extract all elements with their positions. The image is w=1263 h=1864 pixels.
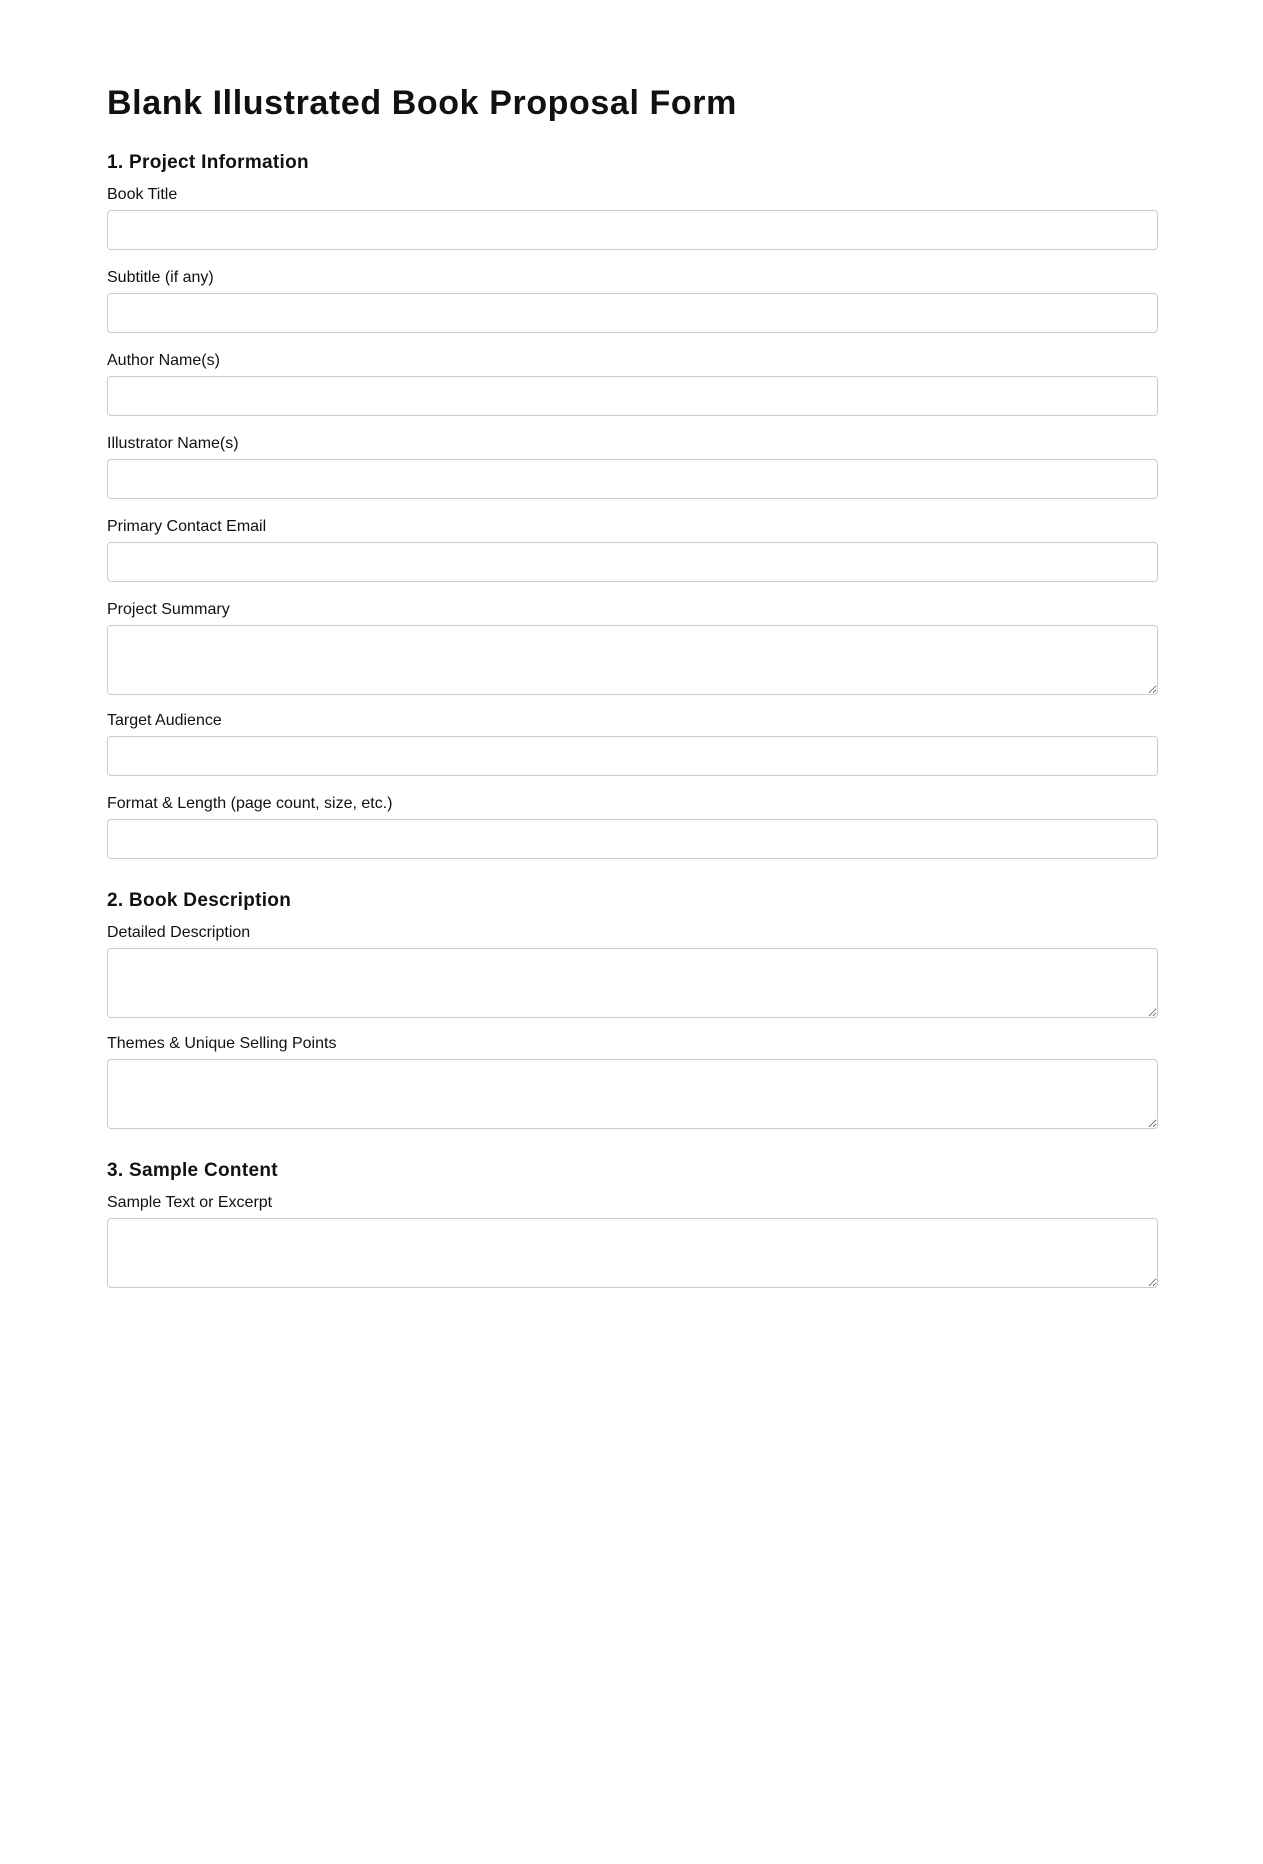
section-heading: 3. Sample Content xyxy=(107,1160,278,1181)
detailed-description-textarea[interactable] xyxy=(107,948,1158,1018)
project-summary-textarea[interactable] xyxy=(107,625,1158,695)
project-summary-label: Project Summary xyxy=(107,601,230,618)
section-project-information xyxy=(107,151,1158,859)
page-title: Blank Illustrated Book Proposal Form xyxy=(107,84,737,122)
section-heading: 1. Project Information xyxy=(107,152,309,173)
themes-usp-textarea[interactable] xyxy=(107,1059,1158,1129)
themes-usp-label: Themes & Unique Selling Points xyxy=(107,1035,337,1052)
detailed-description-label: Detailed Description xyxy=(107,924,251,941)
target-audience-label: Target Audience xyxy=(107,712,222,729)
author-names-input[interactable] xyxy=(107,376,1158,416)
subtitle-label: Subtitle (if any) xyxy=(107,269,214,286)
section-book-description xyxy=(107,889,1158,1129)
format-length-label: Format & Length (page count, size, etc.) xyxy=(107,795,393,812)
sample-text-textarea[interactable] xyxy=(107,1218,1158,1288)
illustrator-names-input[interactable] xyxy=(107,459,1158,499)
proposal-form xyxy=(107,83,1158,1304)
book-title-input[interactable] xyxy=(107,210,1158,250)
section-sample-content xyxy=(107,1159,1158,1288)
format-length-input[interactable] xyxy=(107,819,1158,859)
subtitle-input[interactable] xyxy=(107,293,1158,333)
sample-text-label: Sample Text or Excerpt xyxy=(107,1194,273,1211)
author-names-label: Author Name(s) xyxy=(107,352,220,369)
book-title-label: Book Title xyxy=(107,186,178,203)
target-audience-input[interactable] xyxy=(107,736,1158,776)
section-heading: 2. Book Description xyxy=(107,890,292,911)
contact-email-input[interactable] xyxy=(107,542,1158,582)
illustrator-names-label: Illustrator Name(s) xyxy=(107,435,239,452)
contact-email-label: Primary Contact Email xyxy=(107,518,267,535)
